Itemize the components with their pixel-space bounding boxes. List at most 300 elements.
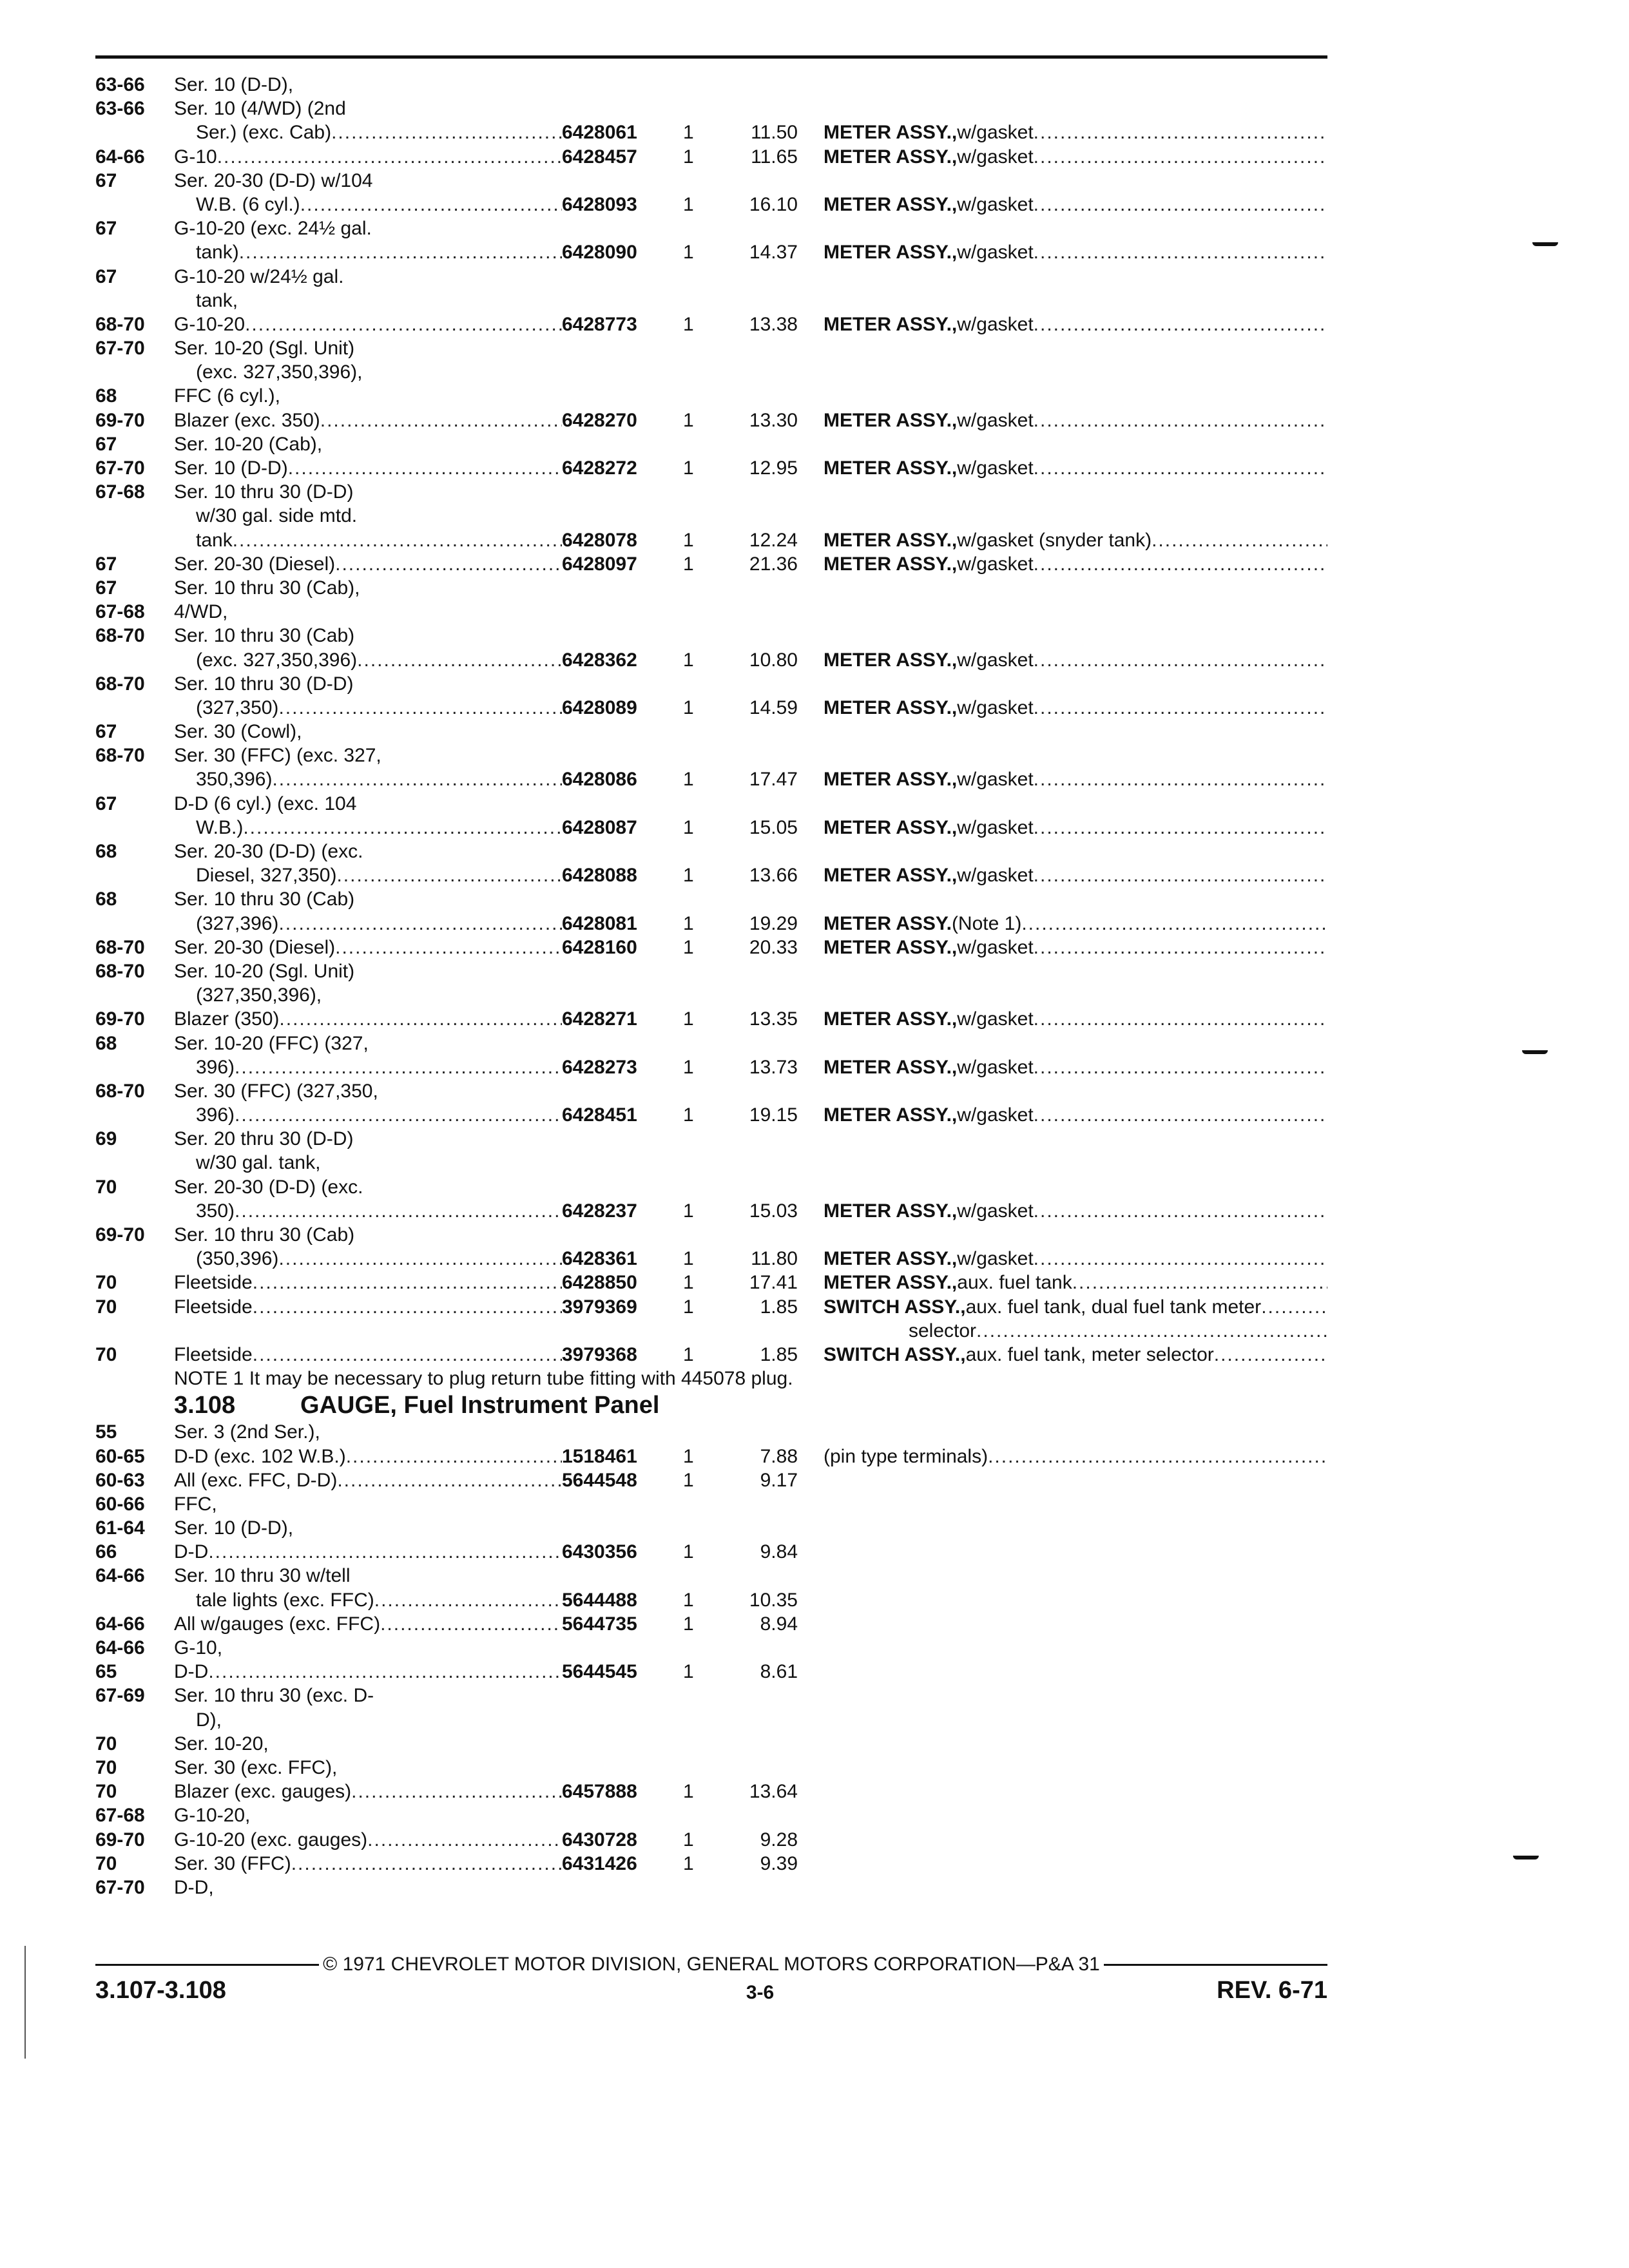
model-years: 67 — [95, 218, 117, 240]
dot-leader — [337, 1468, 562, 1492]
application — [174, 1055, 562, 1079]
application-text: All w/gauges (exc. FFC) — [174, 1613, 381, 1635]
model-years: 55 — [95, 1421, 117, 1443]
model-years — [95, 1151, 174, 1175]
part-name-bold: METER ASSY. — [824, 912, 952, 934]
part-name — [798, 600, 1327, 624]
application — [174, 169, 562, 193]
table-row — [95, 193, 1327, 216]
table-row — [95, 672, 1327, 696]
page-footer — [95, 1954, 1327, 2004]
meter-assy-rows — [95, 73, 1327, 1367]
copyright-line — [95, 1954, 1327, 1975]
part-name — [798, 840, 1327, 863]
part-number — [562, 1175, 683, 1199]
quantity: 1 — [683, 1104, 694, 1126]
price: 11.50 — [751, 122, 798, 144]
part-name-bold: METER ASSY., — [824, 1272, 958, 1294]
table-row — [95, 1612, 1327, 1636]
table-row — [95, 1032, 1327, 1055]
price: 14.59 — [749, 697, 798, 718]
table-row — [95, 480, 1327, 504]
quantity — [683, 624, 728, 648]
quantity: 1 — [683, 122, 694, 144]
model-years: 63-66 — [95, 98, 145, 120]
model-years — [95, 816, 174, 840]
application — [174, 1103, 562, 1127]
model-years: 60-63 — [95, 1469, 145, 1491]
model-years: 66 — [95, 1541, 117, 1563]
application — [174, 360, 562, 384]
price — [728, 1151, 798, 1175]
part-number: 6428457 — [562, 146, 637, 168]
model-years — [95, 767, 174, 791]
model-years: 68 — [95, 889, 117, 910]
application-text: 350) — [196, 1200, 235, 1222]
dot-leader — [1034, 145, 1327, 169]
part-name-detail: (pin type terminals) — [824, 1445, 988, 1467]
part-name-detail: w/gasket — [957, 146, 1034, 168]
application — [174, 936, 562, 959]
model-years: 70 — [95, 1733, 117, 1754]
dot-leader — [1034, 312, 1327, 336]
application — [174, 863, 562, 887]
model-years — [95, 193, 174, 216]
price: 15.03 — [749, 1200, 798, 1222]
part-number — [562, 1803, 683, 1827]
price — [728, 289, 798, 312]
part-number — [562, 1127, 683, 1151]
application — [174, 983, 562, 1007]
copyright-rule-right — [1104, 1964, 1327, 1966]
application — [174, 408, 562, 432]
application-text: FFC (6 cyl.), — [174, 385, 280, 407]
quantity — [683, 1319, 728, 1343]
part-number — [562, 480, 683, 504]
application — [174, 1032, 562, 1055]
part-name — [798, 73, 1327, 97]
part-number — [562, 1876, 683, 1899]
price — [728, 384, 798, 408]
model-years: 70 — [95, 1343, 117, 1365]
model-years: 60-66 — [95, 1493, 145, 1515]
application-text: Ser. 10-20 (FFC) (327, — [174, 1032, 369, 1054]
quantity: 1 — [683, 697, 694, 718]
part-name — [798, 193, 1327, 216]
application — [174, 1660, 562, 1684]
model-years: 68 — [95, 1032, 117, 1054]
model-years: 67-69 — [95, 1685, 145, 1707]
part-name — [798, 624, 1327, 648]
part-name — [798, 1803, 1327, 1827]
application — [174, 600, 562, 624]
application-text: (327,350) — [196, 697, 279, 718]
application-text: W.B. (6 cyl.) — [196, 193, 300, 215]
part-name-detail: w/gasket — [957, 936, 1034, 958]
application-text: tank, — [196, 289, 238, 311]
application — [174, 1079, 562, 1103]
application-text: Ser. 10 thru 30 (D-D) — [174, 673, 354, 695]
table-row — [95, 648, 1327, 672]
part-number — [562, 744, 683, 767]
dot-leader — [1034, 1103, 1327, 1127]
part-name-bold: METER ASSY., — [824, 122, 958, 144]
part-number: 6428088 — [562, 865, 637, 887]
part-number: 6428271 — [562, 1008, 637, 1030]
price — [728, 73, 798, 97]
application-text: Ser. 3 (2nd Ser.), — [174, 1421, 320, 1443]
price — [728, 1516, 798, 1540]
part-number — [562, 73, 683, 97]
part-name — [798, 1319, 1327, 1343]
part-number — [562, 1420, 683, 1444]
application — [174, 1343, 562, 1367]
quantity — [683, 887, 728, 911]
quantity — [683, 840, 728, 863]
table-row — [95, 120, 1327, 144]
price: 17.41 — [749, 1272, 798, 1294]
quantity — [683, 360, 728, 384]
part-number — [562, 504, 683, 528]
dot-leader — [346, 1445, 562, 1468]
table-row — [95, 1516, 1327, 1540]
part-name — [798, 1007, 1327, 1031]
part-name-bold: METER ASSY., — [824, 409, 958, 431]
application-text: 350,396) — [196, 769, 273, 791]
application — [174, 1540, 562, 1564]
quantity: 1 — [683, 1469, 694, 1491]
part-name — [798, 1445, 1327, 1468]
note: NOTE 1 It may be necessary to plug return tube fitting with 445078 plug. — [174, 1368, 793, 1390]
part-name-detail: w/gasket — [957, 1200, 1034, 1222]
part-number: 3979368 — [562, 1343, 637, 1365]
quantity: 1 — [683, 242, 694, 264]
part-number — [562, 216, 683, 240]
quantity: 1 — [683, 529, 694, 551]
table-row — [95, 216, 1327, 240]
quantity: 1 — [683, 1445, 694, 1467]
application-text: D-D, — [174, 1876, 214, 1898]
table-row — [95, 504, 1327, 528]
part-name — [798, 792, 1327, 816]
table-row — [95, 1445, 1327, 1468]
section-number: 3.108 — [174, 1392, 236, 1419]
price — [728, 360, 798, 384]
price — [728, 1420, 798, 1444]
table-row — [95, 1492, 1327, 1516]
price — [728, 1223, 798, 1247]
model-years: 60-65 — [95, 1445, 145, 1467]
copyright-rule-left — [95, 1964, 319, 1966]
table-row — [95, 336, 1327, 360]
application — [174, 1708, 562, 1732]
model-years — [95, 120, 174, 144]
application-text: 4/WD, — [174, 601, 228, 623]
quantity — [683, 216, 728, 240]
application — [174, 1588, 562, 1612]
quantity: 1 — [683, 313, 694, 335]
dot-leader — [1034, 1247, 1327, 1271]
model-years: 70 — [95, 1756, 117, 1778]
table-row — [95, 959, 1327, 983]
table-row — [95, 1803, 1327, 1827]
price: 13.35 — [749, 1008, 798, 1030]
table-row — [95, 552, 1327, 576]
part-name-detail: w/gasket — [957, 1056, 1034, 1078]
application-text: Ser. 10 (D-D), — [174, 1517, 294, 1539]
quantity — [683, 169, 728, 193]
part-name — [798, 863, 1327, 887]
dot-leader — [278, 1247, 562, 1271]
part-number: 6428160 — [562, 936, 637, 958]
part-name — [798, 1127, 1327, 1151]
table-row — [95, 1103, 1327, 1127]
part-number: 6428087 — [562, 816, 637, 838]
dot-leader — [367, 1828, 562, 1852]
revision: REV. 6-71 — [1217, 1977, 1327, 2004]
part-number — [562, 432, 683, 456]
quantity — [683, 1756, 728, 1780]
part-name-detail: w/gasket — [957, 1008, 1034, 1030]
price — [728, 97, 798, 120]
quantity — [683, 97, 728, 120]
part-number — [562, 1636, 683, 1660]
application — [174, 73, 562, 97]
part-name-detail: w/gasket — [957, 1248, 1034, 1270]
price — [728, 887, 798, 911]
model-years — [95, 240, 174, 264]
part-name — [798, 1420, 1327, 1444]
model-years: 64-66 — [95, 1565, 145, 1587]
model-years: 68-70 — [95, 673, 145, 695]
part-name — [798, 504, 1327, 528]
table-row — [95, 1079, 1327, 1103]
part-name-detail: w/gasket — [957, 769, 1034, 791]
part-number — [562, 1079, 683, 1103]
part-number — [562, 1708, 683, 1732]
dot-leader — [1034, 456, 1327, 480]
part-number: 6428270 — [562, 409, 637, 431]
model-years — [95, 1708, 174, 1732]
dot-leader — [380, 1612, 562, 1636]
table-row — [95, 983, 1327, 1007]
application — [174, 576, 562, 600]
part-number: 6428078 — [562, 529, 637, 551]
part-name — [798, 360, 1327, 384]
part-name-detail: w/gasket — [957, 649, 1034, 671]
application-text: Ser.) (exc. Cab) — [196, 122, 332, 144]
price: 8.61 — [760, 1661, 798, 1683]
price — [728, 1492, 798, 1516]
model-years: 61-64 — [95, 1517, 145, 1539]
dot-leader — [291, 1852, 562, 1876]
part-number: 6430728 — [562, 1829, 637, 1850]
part-name — [798, 1708, 1327, 1732]
part-number — [562, 1223, 683, 1247]
price: 20.33 — [749, 936, 798, 958]
model-years: 69-70 — [95, 409, 145, 431]
part-name-bold: METER ASSY., — [824, 146, 958, 168]
table-row — [95, 912, 1327, 936]
price: 9.84 — [760, 1541, 798, 1563]
quantity: 1 — [683, 1541, 694, 1563]
part-name — [798, 936, 1327, 959]
dot-leader — [272, 767, 562, 791]
dot-leader — [1072, 1271, 1327, 1294]
dot-leader — [988, 1445, 1327, 1468]
table-row — [95, 97, 1327, 120]
part-name-bold: METER ASSY., — [824, 936, 958, 958]
quantity: 1 — [683, 1200, 694, 1222]
binder-tick — [1532, 242, 1558, 246]
dot-leader — [235, 1199, 562, 1223]
application — [174, 720, 562, 744]
part-name — [798, 1295, 1327, 1319]
part-name — [798, 1780, 1327, 1803]
application-text: Diesel, 327,350) — [196, 865, 337, 887]
dot-leader — [1152, 528, 1327, 552]
part-name-bold: METER ASSY., — [824, 649, 958, 671]
application — [174, 1127, 562, 1151]
table-row — [95, 840, 1327, 863]
part-number — [562, 887, 683, 911]
application-text: Ser. 30 (FFC) — [174, 1852, 291, 1874]
table-row — [95, 744, 1327, 767]
part-number — [562, 1516, 683, 1540]
part-number: 5644548 — [562, 1469, 637, 1491]
part-name-bold: METER ASSY., — [824, 1008, 958, 1030]
part-name — [798, 1247, 1327, 1271]
quantity: 1 — [683, 457, 694, 479]
application-text: Ser. 30 (FFC) (327,350, — [174, 1080, 378, 1102]
application — [174, 1684, 562, 1707]
quantity — [683, 384, 728, 408]
application-text: Ser. 30 (exc. FFC), — [174, 1756, 338, 1778]
application — [174, 336, 562, 360]
part-name-bold: METER ASSY., — [824, 697, 958, 718]
price: 13.38 — [749, 313, 798, 335]
part-name-detail: w/gasket — [957, 122, 1034, 144]
part-number: 5644735 — [562, 1613, 637, 1635]
table-row — [95, 408, 1327, 432]
dot-leader — [320, 408, 562, 432]
application — [174, 1175, 562, 1199]
table-row — [95, 1588, 1327, 1612]
table-row — [95, 1055, 1327, 1079]
application-text: G-10-20 w/24½ gal. — [174, 265, 344, 287]
application-text: Ser. 10 (D-D), — [174, 74, 294, 95]
part-name — [798, 528, 1327, 552]
quantity — [683, 1564, 728, 1588]
part-name-detail: w/gasket — [957, 313, 1034, 335]
quantity: 1 — [683, 1613, 694, 1635]
price — [728, 720, 798, 744]
quantity — [683, 480, 728, 504]
application — [174, 1319, 562, 1343]
price: 12.95 — [749, 457, 798, 479]
model-years: 67-70 — [95, 1876, 145, 1898]
table-row — [95, 576, 1327, 600]
dot-leader — [1034, 767, 1327, 791]
section-range: 3.107-3.108 — [95, 1977, 226, 2004]
price — [728, 1636, 798, 1660]
part-name — [798, 816, 1327, 840]
part-name — [798, 1540, 1327, 1564]
price: 9.28 — [760, 1829, 798, 1850]
section-heading — [95, 1390, 1327, 1420]
application-text: D-D (exc. 102 W.B.) — [174, 1445, 346, 1467]
application-text: Blazer (exc. 350) — [174, 409, 320, 431]
application-text: Ser. 20-30 (D-D) (exc. — [174, 1176, 363, 1198]
table-row — [95, 1319, 1327, 1343]
price — [728, 959, 798, 983]
model-years: 67-68 — [95, 601, 145, 623]
dot-leader — [1034, 240, 1327, 264]
model-years: 67 — [95, 553, 117, 575]
dot-leader — [278, 912, 562, 936]
application — [174, 384, 562, 408]
table-row — [95, 312, 1327, 336]
part-name — [798, 887, 1327, 911]
quantity: 1 — [683, 936, 694, 958]
table-row — [95, 1636, 1327, 1660]
part-name — [798, 240, 1327, 264]
price: 1.85 — [760, 1343, 798, 1365]
quantity — [683, 744, 728, 767]
part-name — [798, 744, 1327, 767]
application-text: Ser. 10 (4/WD) (2nd — [174, 98, 346, 120]
quantity — [683, 289, 728, 312]
application — [174, 624, 562, 648]
model-years: 67-70 — [95, 457, 145, 479]
dot-leader — [243, 816, 562, 840]
part-name-bold: SWITCH ASSY., — [824, 1296, 966, 1318]
part-number — [562, 840, 683, 863]
table-row — [95, 1780, 1327, 1803]
model-years: 69-70 — [95, 1008, 145, 1030]
application-text: (327,396) — [196, 912, 279, 934]
part-name — [798, 1756, 1327, 1780]
price: 17.47 — [749, 769, 798, 791]
model-years: 64-66 — [95, 1613, 145, 1635]
table-row — [95, 1420, 1327, 1444]
quantity — [683, 1876, 728, 1899]
quantity — [683, 1420, 728, 1444]
application — [174, 792, 562, 816]
part-name-bold: METER ASSY., — [824, 1104, 958, 1126]
application — [174, 1756, 562, 1780]
dot-leader — [1034, 1055, 1327, 1079]
dot-leader — [1034, 408, 1327, 432]
application-text: W.B.) — [196, 816, 244, 838]
dot-leader — [245, 312, 562, 336]
part-number: 6428362 — [562, 649, 637, 671]
application-text: Ser. 10 thru 30 w/tell — [174, 1565, 351, 1587]
part-number — [562, 576, 683, 600]
binder-mark — [24, 1946, 26, 2059]
application-text: Fleetside — [174, 1272, 253, 1294]
part-name-detail: aux. fuel tank — [957, 1272, 1072, 1294]
table-row — [95, 624, 1327, 648]
part-number: 1518461 — [562, 1445, 637, 1467]
part-number: 6430356 — [562, 1541, 637, 1563]
application-text: (exc. 327,350,396) — [196, 649, 358, 671]
dot-leader — [1261, 1295, 1327, 1319]
part-number — [562, 1319, 683, 1343]
application-text: D-D — [174, 1541, 209, 1563]
application — [174, 240, 562, 264]
dot-leader — [239, 240, 562, 264]
